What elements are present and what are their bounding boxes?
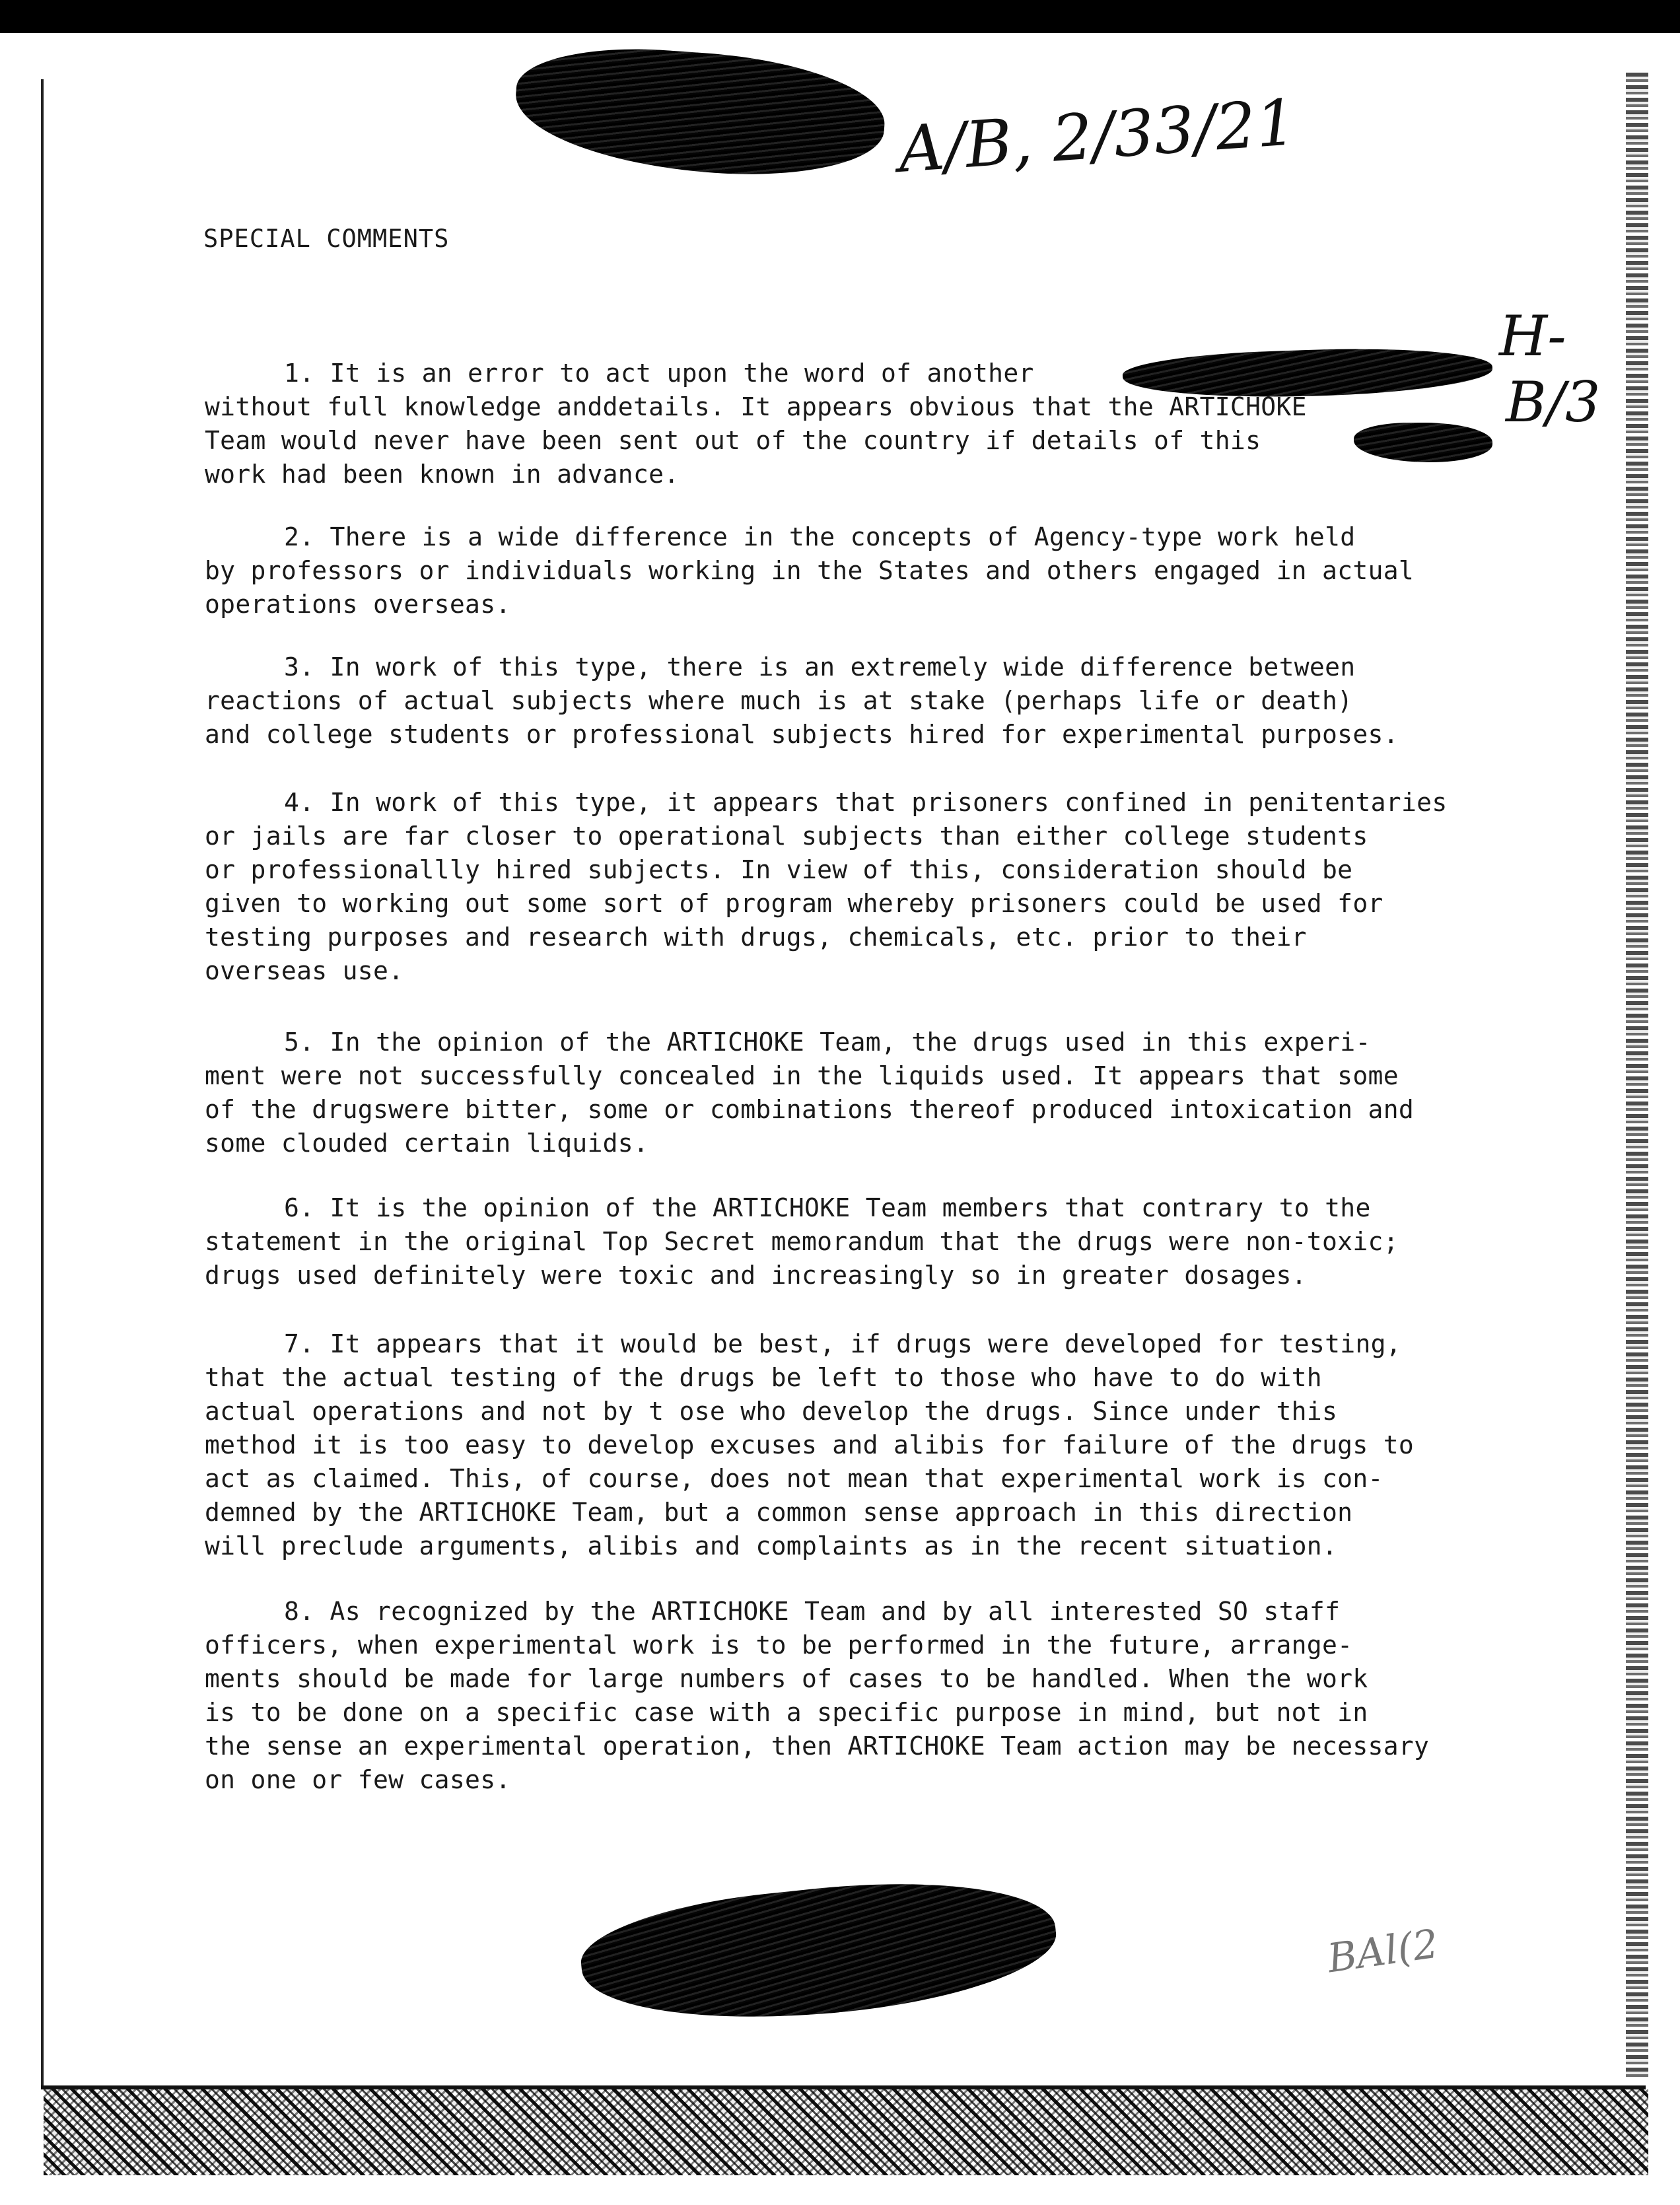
paragraph-line: reactions of actual subjects where much is at stake (perhaps life or death): [205, 686, 1353, 715]
paragraph-line: demned by the ARTICHOKE Team, but a common sense approach in this direction: [205, 1498, 1353, 1527]
paragraph-line: work had been known in advance.: [205, 460, 680, 489]
paragraph-7: [205, 1327, 1592, 1563]
paragraph-line: or professionallly hired subjects. In view of this, consideration should be: [205, 855, 1353, 884]
paragraph-line: overseas use.: [205, 956, 404, 985]
paragraph-line: statement in the original Top Secret memorandum that the drugs were non-toxic;: [205, 1227, 1399, 1256]
paragraph-line: 6. It is the opinion of the ARTICHOKE Team members that contrary to the: [284, 1193, 1371, 1222]
scan-top-border: [0, 0, 1680, 33]
paragraph-line: Team would never have been sent out of the country if details of this: [205, 426, 1261, 455]
document-heading: SPECIAL COMMENTS: [203, 225, 450, 253]
paragraph-line: operations overseas.: [205, 590, 511, 619]
paragraph-line: is to be done on a specific case with a specific purpose in mind, but not in: [205, 1698, 1368, 1727]
paragraph-line: officers, when experimental work is to be performed in the future, arrange-: [205, 1630, 1353, 1660]
paragraph-line: drugs used definitely were toxic and increasingly so in greater dosages.: [205, 1261, 1307, 1290]
paragraph-line: 4. In work of this type, it appears that prisoners confined in penitentaries: [284, 788, 1448, 817]
paragraph-line: ment were not successfully concealed in the liquids used. It appears that some: [205, 1061, 1399, 1090]
paragraph-line: ments should be made for large numbers of cases to be handled. When the work: [205, 1664, 1368, 1693]
redaction-top: [511, 40, 888, 185]
handwritten-margin-mark-bottom: B/3: [1506, 370, 1601, 435]
paragraph-line: the sense an experimental operation, then ARTICHOKE Team action may be necessary: [205, 1732, 1430, 1761]
paragraph-line: 2. There is a wide difference in the concepts of Agency-type work held: [284, 522, 1356, 551]
paragraph-line: act as claimed. This, of course, does not mean that experimental work is con-: [205, 1464, 1383, 1493]
paragraph-line: testing purposes and research with drugs, chemicals, etc. prior to their: [205, 923, 1307, 952]
paragraph-line: will preclude arguments, alibis and complaints as in the recent situation.: [205, 1531, 1338, 1560]
handwritten-reference-number: A/B, 2/33/21: [895, 85, 1299, 187]
handwritten-margin-mark-top: H-: [1499, 304, 1566, 368]
paragraph-line: 8. As recognized by the ARTICHOKE Team and by all interested SO staff: [284, 1597, 1341, 1626]
scan-bottom-noise: [44, 2089, 1648, 2175]
paragraph-line: 1. It is an error to act upon the word of another: [284, 359, 1034, 388]
handwritten-page-initials: BAl(2: [1324, 1920, 1442, 1982]
page-left-edge: [41, 79, 44, 2087]
paragraph-line: without full knowledge anddetails. It appears obvious that the ARTICHOKE: [205, 392, 1307, 421]
paragraph-line: that the actual testing of the drugs be left to those who have to do with: [205, 1363, 1322, 1392]
paragraph-8: [205, 1595, 1592, 1797]
paragraph-line: or jails are far closer to operational subjects than either college students: [205, 822, 1368, 851]
paragraph-line: of the drugswere bitter, some or combinations thereof produced intoxication and: [205, 1095, 1415, 1124]
paragraph-3: [205, 650, 1592, 752]
paragraph-line: 5. In the opinion of the ARTICHOKE Team, the drugs used in this experi-: [284, 1028, 1371, 1057]
paragraph-line: by professors or individuals working in the States and others engaged in actual: [205, 556, 1415, 585]
paragraph-line: 3. In work of this type, there is an extremely wide difference between: [284, 652, 1356, 682]
redaction-bottom: [576, 1864, 1062, 2039]
paragraph-line: on one or few cases.: [205, 1765, 511, 1794]
paragraph-2: [205, 520, 1592, 621]
paragraph-5: [205, 1026, 1592, 1160]
paragraph-line: and college students or professional subjects hired for experimental purposes.: [205, 720, 1399, 749]
paragraph-line: 7. It appears that it would be best, if drugs were developed for testing,: [284, 1329, 1401, 1358]
paragraph-line: actual operations and not by t ose who develop the drugs. Since under this: [205, 1397, 1338, 1426]
paragraph-4: [205, 786, 1592, 988]
paragraph-1: [205, 357, 1592, 491]
scan-right-edge-noise: [1626, 73, 1648, 2080]
paragraph-line: some clouded certain liquids.: [205, 1129, 649, 1158]
paragraph-6: [205, 1191, 1592, 1292]
paragraph-line: given to working out some sort of program whereby prisoners could be used for: [205, 889, 1383, 918]
paragraph-line: method it is too easy to develop excuses and alibis for failure of the drugs to: [205, 1430, 1415, 1459]
